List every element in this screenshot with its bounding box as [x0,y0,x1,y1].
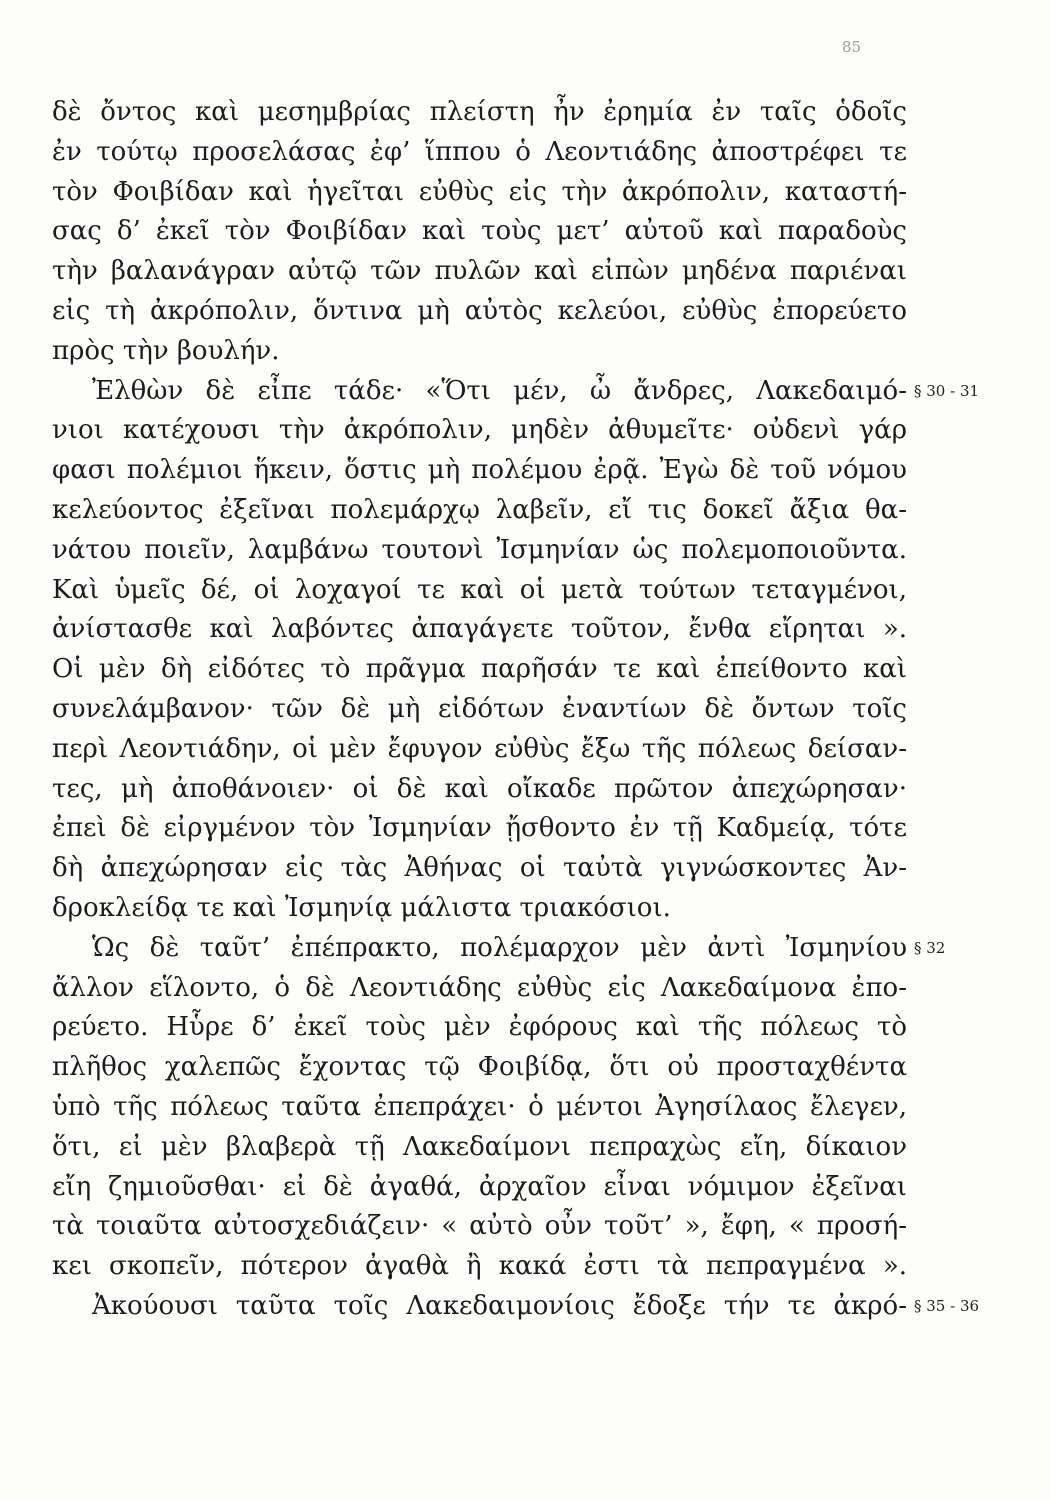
text-line: Καὶ ὑμεῖς δέ, οἱ λοχαγοί τε καὶ οἱ μετὰ τούτων τεταγμένοι, [52,574,907,605]
margin-note: § 30 - 31 [914,381,980,400]
text-line: νάτου ποιεῖν, λαμβάνω τουτονὶ Ἰσμηνίαν ὡς πολεμοποιοῦντα. [52,534,907,565]
text-line: φασι πολέμιοι ἥκειν, ὅστις μὴ πολέμου ἐρᾷ. Ἐγὼ δὲ τοῦ νόμου [52,455,907,486]
text-line: νιοι κατέχουσι τὴν ἀκρόπολιν, μηδὲν ἀθυμεῖτε· οὐδενὶ γάρ [52,415,907,446]
text-line: ὅτι, εἰ μὲν βλαβερὰ τῇ Λακεδαίμονι πεπραχὼς εἴη, δίκαιον [52,1131,907,1162]
text-line: εἴη ζημιοῦσθαι· εἰ δὲ ἀγαθά, ἀρχαῖον εἶναι νόμιμον ἐξεῖναι [52,1171,907,1202]
text-line: Ὡς δὲ ταῦτ’ ἐπέπρακτο, πολέμαρχον μὲν ἀντὶ Ἰσμηνίου [92,932,907,963]
text-line: ἐν τούτῳ προσελάσας ἐφ’ ἵππου ὁ Λεοντιάδης ἀποστρέφει τε [52,136,907,167]
text-line: ὑπὸ τῆς πόλεως ταῦτα ἐπεπράχει· ὁ μέντοι Ἀγησίλαος ἔλεγεν, [52,1091,907,1122]
text-line: ἐπεὶ δὲ εἰργμένον τὸν Ἰσμηνίαν ᾔσθοντο ἐν τῇ Καδμείᾳ, τότε [52,813,907,844]
text-line: τες, μὴ ἀποθάνοιεν· οἱ δὲ καὶ οἴκαδε πρῶτον ἀπεχώρησαν· [52,773,907,804]
text-line: Ἀκούουσι ταῦτα τοῖς Λακεδαιμονίοις ἔδοξε τήν τε ἀκρό- [92,1290,907,1321]
text-line: ἀνίστασθε καὶ λαβόντες ἀπαγάγετε τοῦτον, ἔνθα εἴρηται ». [52,614,907,645]
page-number: 85 [842,38,862,56]
text-line: κει σκοπεῖν, πότερον ἀγαθὰ ἢ κακά ἐστι τὰ πεπραγμένα ». [52,1251,907,1282]
text-line: Οἱ μὲν δὴ εἰδότες τὸ πρᾶγμα παρῆσάν τε καὶ ἐπείθοντο καὶ [52,654,907,685]
margin-note: § 32 [914,938,946,957]
text-line: τὴν βαλανάγραν αὐτῷ τῶν πυλῶν καὶ εἰπὼν μηδένα παριέναι [52,256,907,287]
text-line: τὰ τοιαῦτα αὐτοσχεδιάζειν· « αὐτὸ οὖν τοῦτ’ », ἔφη, « προσή- [52,1211,907,1242]
text-line: πλῆθος χαλεπῶς ἔχοντας τῷ Φοιβίδᾳ, ὅτι οὐ προσταχθέντα [52,1052,907,1083]
text-line: ρεύετο. Ηὗρε δ’ ἐκεῖ τοὺς μὲν ἐφόρους καὶ τῆς πόλεως τὸ [52,1012,907,1043]
margin-note: § 35 - 36 [914,1297,980,1315]
text-line: πρὸς τὴν βουλήν. [52,335,280,366]
text-line: δὲ ὄντος καὶ μεσημβρίας πλείστη ἦν ἐρημία ἐν ταῖς ὁδοῖς [52,97,907,127]
text-line: περὶ Λεοντιάδην, οἱ μὲν ἔφυγον εὐθὺς ἔξω τῆς πόλεως δείσαν- [52,733,907,764]
text-line: ἄλλον εἵλοντο, ὁ δὲ Λεοντιάδης εὐθὺς εἰς Λακεδαίμονα ἐπο- [52,972,907,1003]
text-line: δὴ ἀπεχώρησαν εἰς τὰς Ἀθήνας οἱ ταὐτὰ γιγνώσκοντες Ἀν- [52,853,907,884]
text-line: δροκλείδᾳ τε καὶ Ἰσμηνίᾳ μάλιστα τριακόσιοι. [52,892,671,923]
text-line: σας δ’ ἐκεῖ τὸν Φοιβίδαν καὶ τοὺς μετ’ αὐτοῦ καὶ παραδοὺς [52,216,907,247]
text-line: Ἐλθὼν δὲ εἶπε τάδε· «Ὅτι μέν, ὦ ἄνδρες, Λακεδαιμό- [92,375,907,406]
text-line: εἰς τὴ ἀκρόπολιν, ὅντινα μὴ αὐτὸς κελεύοι, εὐθὺς ἐπορεύετο [52,295,907,326]
text-line: συνελάμβανον· τῶν δὲ μὴ εἰδότων ἐναντίων δὲ ὄντων τοῖς [52,693,907,724]
text-block [52,93,907,1327]
text-line: τὸν Φοιβίδαν καὶ ἡγεῖται εὐθὺς εἰς τὴν ἀκρόπολιν, καταστή- [52,176,907,207]
text-line: κελεύοντος ἐξεῖναι πολεμάρχῳ λαβεῖν, εἴ τις δοκεῖ ἄξια θα- [52,494,907,525]
